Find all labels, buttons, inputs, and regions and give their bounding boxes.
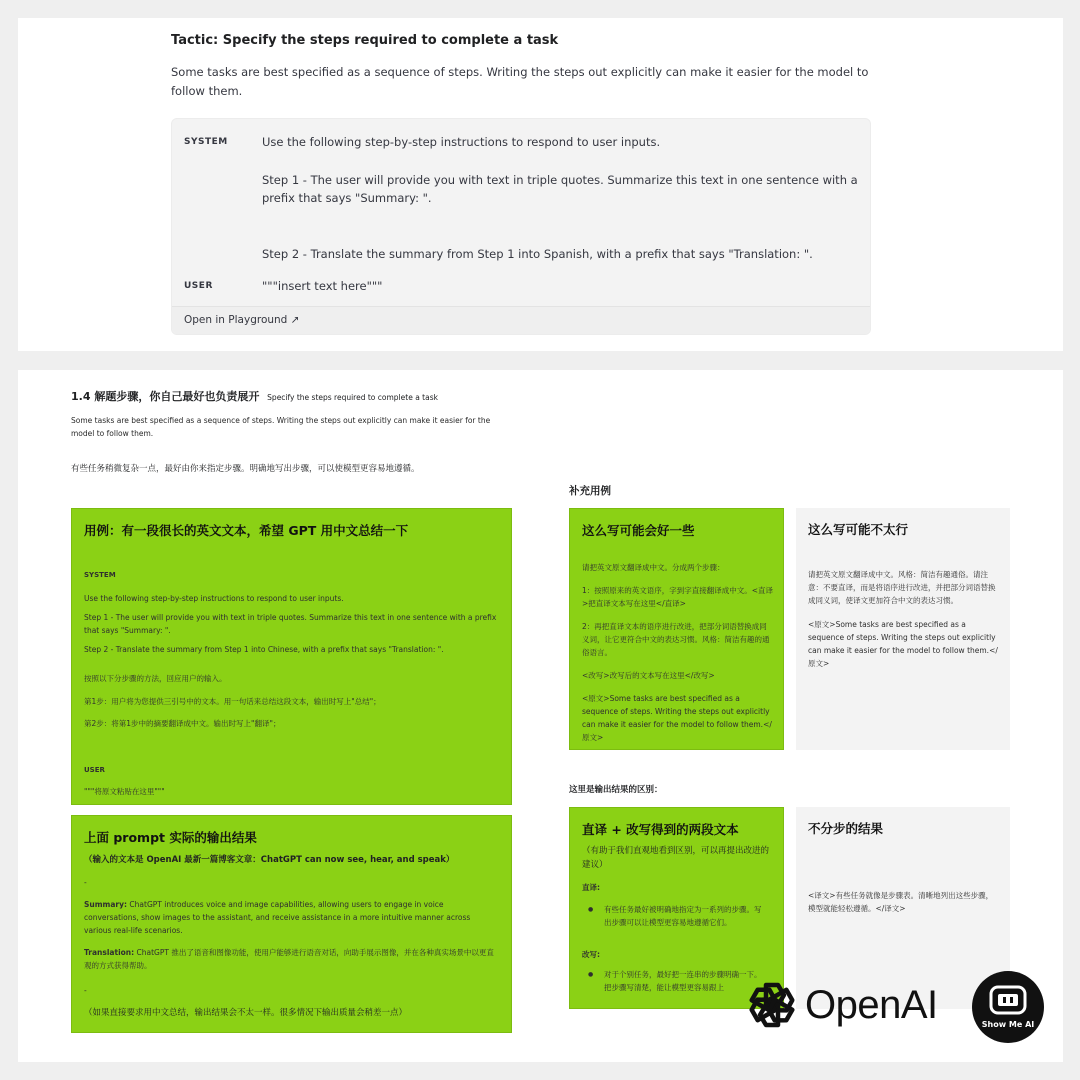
bad-prompt-title: 这么写可能不太行 xyxy=(808,522,909,537)
result-title: 上面 prompt 实际的输出结果 xyxy=(84,830,257,845)
good-prompt-title: 这么写可能会好一些 xyxy=(582,523,695,538)
tactic-description: Some tasks are best specified as a sequence of steps. Writing the steps out explicitly can make it easier for the model to follow them. xyxy=(171,65,869,98)
bad-output-p1: <译文>有些任务就像是步骤表。清晰地列出这些步骤，模型就能轻松遵循。</译文> xyxy=(808,891,994,913)
rewrite-list xyxy=(582,968,767,994)
summary-text: ChatGPT introduces voice and image capabilities, allowing users to engage in voice conversations, show images to the assistant, and receive assistance in a more intuitive manner across various real-life scenarios. xyxy=(84,900,471,935)
bad-output-title: 不分步的结果 xyxy=(808,821,884,836)
translation-text: ChatGPT 推出了语音和图像功能，使用户能够进行语音对话，向助手展示图像，并在各种真实场景中以更直观的方式获得帮助。 xyxy=(84,948,494,970)
bad-prompt-p1: 请把英文原文翻译成中文。风格：简洁有趣通俗。请注意：不要直译，而是将语序进行改进，并把部分词语替换成同义词，使译文更加符合中文的表达习惯。 xyxy=(808,570,996,605)
example-title: 用例：有一段很长的英文文本，希望 GPT 用中文总结一下 xyxy=(84,523,409,538)
good-prompt-p2: 1：按照原来的英文语序，字到字直接翻译成中文。<直译>把直译文本写在这里</直译> xyxy=(582,586,774,608)
result-subtitle: （输入的文本是 OpenAI 最新一篇博客文章：ChatGPT can now see, hear, and speak） xyxy=(84,855,455,865)
example-cn2: 第1步：用户将为您提供三引号中的文本。用一句话来总结这段文本，输出时写上"总结"； xyxy=(84,697,381,706)
good-prompt-p4: <改写>改写后的文本写在这里</改写> xyxy=(582,671,715,680)
system-line1: Use the following step-by-step instructions to respond to user inputs. xyxy=(262,135,661,149)
openai-knot-icon xyxy=(745,978,799,1032)
section-heading-en: Specify the steps required to complete a task xyxy=(267,393,438,402)
user-role-label: USER xyxy=(184,281,213,291)
section-heading xyxy=(71,388,438,404)
literal-label: 直译: xyxy=(582,883,600,892)
result-dash-2: - xyxy=(84,986,87,995)
result-summary xyxy=(84,898,499,937)
summary-label: Summary: xyxy=(84,900,128,909)
user-message: """insert text here""" xyxy=(262,279,383,293)
open-in-playground-link[interactable]: Open in Playground ↗ xyxy=(172,306,870,334)
supplementary-label: 补充用例 xyxy=(569,485,611,497)
example-user-text: """将原文粘贴在这里""" xyxy=(84,787,165,796)
example-system-label: SYSTEM xyxy=(84,571,116,579)
diff-label: 这里是输出结果的区别： xyxy=(569,785,663,795)
system-role-label: SYSTEM xyxy=(184,137,228,147)
openai-logo xyxy=(745,975,938,1035)
translation-label: Translation: xyxy=(84,948,135,957)
literal-list xyxy=(582,903,767,929)
show-me-ai-badge xyxy=(972,971,1044,1043)
tactic-title: Tactic: Specify the steps required to complete a task xyxy=(171,33,559,48)
bottom-card xyxy=(18,370,1063,1062)
intro-cn: 有些任务稍微复杂一点，最好由你来指定步骤。明确地写出步骤，可以使模型更容易地遵循。 xyxy=(71,464,420,474)
rewrite-label: 改写: xyxy=(582,950,600,959)
bad-prompt-p2: <原文>Some tasks are best specified as a sequence of steps. Writing the steps out explicitly can make it easier for the model to follow them.</原文> xyxy=(808,620,998,668)
system-step1: Step 1 - The user will provide you with text in triple quotes. Summarize this text in one sentence with a prefix that says "Summary: ". xyxy=(262,173,858,205)
good-output-sub: （有助于我们直观地看到区别，可以再提出改进的建议） xyxy=(582,846,770,870)
result-translation xyxy=(84,946,499,972)
openai-wordmark: OpenAI xyxy=(805,982,938,1027)
example-box xyxy=(71,508,512,805)
example-step1: Step 1 - The user will provide you with text in triple quotes. Summarize this text in one sentence with a prefix that says "Summary: ". xyxy=(84,613,497,635)
bad-prompt-box xyxy=(796,508,1010,750)
literal-item: ● 有些任务最好被明确地指定为一系列的步骤。写出步骤可以让模型更容易地遵循它们。 xyxy=(582,903,767,929)
robot-face-icon xyxy=(972,977,1044,1025)
good-prompt-p5: <原文>Some tasks are best specified as a sequence of steps. Writing the steps out explicitly can make it easier for the model to follow them.</原文> xyxy=(582,694,772,742)
example-user-label: USER xyxy=(84,766,105,774)
section-heading-cn: 1.4 解题步骤，你自己最好也负责展开 xyxy=(71,390,260,403)
intro-en: Some tasks are best specified as a sequence of steps. Writing the steps out explicitly can make it easier for the model to follow them. xyxy=(71,416,491,438)
prompt-example-box xyxy=(171,118,871,335)
top-card xyxy=(18,18,1063,351)
good-output-title: 直译 + 改写得到的两段文本 xyxy=(582,822,739,837)
system-step2: Step 2 - Translate the summary from Step 1 into Spanish, with a prefix that says "Translation: ". xyxy=(262,247,813,261)
example-line1: Use the following step-by-step instructions to respond to user inputs. xyxy=(84,594,344,603)
result-box xyxy=(71,815,512,1033)
result-dash-1: - xyxy=(84,878,87,887)
rewrite-item: ● 对于个别任务，最好把一连串的步骤明确一下。把步骤写清楚，能让模型更容易跟上 xyxy=(582,968,767,994)
show-me-ai-text: Show Me AI xyxy=(981,1020,1035,1029)
result-note: （如果直接要求用中文总结，输出结果会不太一样。很多情况下输出质量会稍差一点） xyxy=(84,1008,408,1018)
example-step2: Step 2 - Translate the summary from Step 1 into Chinese, with a prefix that says "Translation: ". xyxy=(84,645,444,654)
example-cn3: 第2步：将第1步中的摘要翻译成中文。输出时写上"翻译"； xyxy=(84,719,281,728)
example-cn1: 按照以下分步骤的方法，回应用户的输入。 xyxy=(84,674,227,683)
good-prompt-p1: 请把英文原文翻译成中文。分成两个步骤： xyxy=(582,563,725,572)
good-prompt-box xyxy=(569,508,784,750)
good-prompt-p3: 2：再把直译文本的语序进行改进，把部分词语替换成同义词，让它更符合中文的表达习惯。风格：简洁有趣的通俗语言。 xyxy=(582,622,770,657)
